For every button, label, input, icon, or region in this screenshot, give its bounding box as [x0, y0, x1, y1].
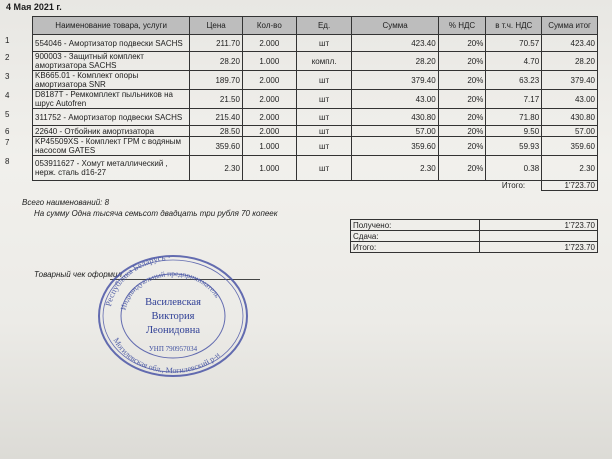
item-price: 189.70 [190, 71, 243, 90]
received-label: Получено: [351, 220, 480, 231]
item-vat-pct: 20% [438, 156, 486, 181]
item-vat: 70.57 [486, 35, 542, 52]
item-sum: 430.80 [352, 109, 438, 126]
item-name: 3 KB665.01 - Комплект опоры амортизатора SNR [33, 71, 190, 90]
item-sum: 28.20 [352, 52, 438, 71]
table-row [33, 156, 598, 181]
table-row [33, 52, 598, 71]
item-sum: 423.40 [352, 35, 438, 52]
payment-total-label: Итого: [351, 242, 480, 253]
row-number: 3 [5, 72, 10, 81]
row-number: 4 [5, 91, 10, 100]
row-number: 7 [5, 138, 10, 147]
seal-outer-text-path: Республика Беларусь · [103, 252, 171, 308]
item-qty: 1.000 [242, 156, 296, 181]
item-vat-pct: 20% [438, 71, 486, 90]
item-unit: шт [296, 109, 352, 126]
payment-total-value: 1'723.70 [480, 242, 598, 253]
item-vat: 7.17 [486, 90, 542, 109]
seal-inner-text-path: Индивидуальный предприниматель [118, 268, 222, 311]
payment-row-total [351, 242, 598, 253]
col-header-name: Наименование товара, услуги [33, 17, 190, 35]
item-sum: 379.40 [352, 71, 438, 90]
row-number: 1 [5, 36, 10, 45]
row-number: 5 [5, 110, 10, 119]
item-name: 5 311752 - Амортизатор подвески SACHS [33, 109, 190, 126]
item-unit: шт [296, 35, 352, 52]
items-count-line [22, 198, 109, 207]
table-row [33, 35, 598, 52]
seal-name-line-1: Василевская [145, 297, 201, 308]
col-header-price: Цена [190, 17, 243, 35]
seal-name-line-3: Леонидовна [145, 325, 201, 336]
col-header-vat-pct: % НДС [438, 17, 486, 35]
item-total: 379.40 [542, 71, 598, 90]
item-vat-pct: 20% [438, 109, 486, 126]
item-sum: 43.00 [352, 90, 438, 109]
item-sum: 2.30 [352, 156, 438, 181]
row-number: 2 [5, 53, 10, 62]
item-unit: компл. [296, 52, 352, 71]
item-price: 211.70 [190, 35, 243, 52]
item-unit: шт [296, 156, 352, 181]
payment-row-change [351, 231, 598, 242]
amount-in-words: На сумму Одна тысяча семьсот двадцать три рубля 70 копеек [34, 209, 278, 218]
item-vat: 9.50 [486, 126, 542, 137]
item-price: 359.60 [190, 137, 243, 156]
item-qty: 2.000 [242, 35, 296, 52]
item-name: 7 KP45509XS - Комплект ГРМ с водяным насосом GATES [33, 137, 190, 156]
total-value: 1'723.70 [542, 181, 598, 191]
item-vat-pct: 20% [438, 90, 486, 109]
payment-table [350, 219, 598, 253]
col-header-qty: Кол-во [242, 17, 296, 35]
col-header-total: Сумма итог [542, 17, 598, 35]
item-total: 2.30 [542, 156, 598, 181]
items-count-value: 8 [104, 198, 110, 207]
item-qty: 1.000 [242, 137, 296, 156]
item-vat: 4.70 [486, 52, 542, 71]
table-row [33, 90, 598, 109]
item-vat-pct: 20% [438, 52, 486, 71]
item-vat: 71.80 [486, 109, 542, 126]
item-vat-pct: 20% [438, 137, 486, 156]
item-total: 57.00 [542, 126, 598, 137]
row-number: 8 [5, 157, 10, 166]
item-price: 215.40 [190, 109, 243, 126]
item-vat: 0.38 [486, 156, 542, 181]
item-unit: шт [296, 137, 352, 156]
item-price: 28.20 [190, 52, 243, 71]
seal-name-line-2: Виктория [151, 311, 195, 322]
total-label: Итого: [501, 181, 526, 191]
goods-table [5, 16, 598, 191]
item-unit: шт [296, 90, 352, 109]
row-number: 6 [5, 127, 10, 136]
change-label: Сдача: [351, 231, 480, 242]
item-unit: шт [296, 71, 352, 90]
item-qty: 2.000 [242, 109, 296, 126]
item-vat: 59.93 [486, 137, 542, 156]
item-price: 28.50 [190, 126, 243, 137]
table-row [33, 126, 598, 137]
item-name: 4 D8187T - Ремкомплект пыльников на шрус Autofren [33, 90, 190, 109]
item-total: 43.00 [542, 90, 598, 109]
item-qty: 2.000 [242, 126, 296, 137]
item-unit: шт [296, 126, 352, 137]
item-sum: 359.60 [352, 137, 438, 156]
issuer-label: Товарный чек оформил [34, 270, 122, 279]
item-sum: 57.00 [352, 126, 438, 137]
item-name: 8 053911627 - Хомут металлический , нерж. сталь d16-27 [33, 156, 190, 181]
received-value: 1'723.70 [480, 220, 598, 231]
col-header-vat-amount: в т.ч. НДС [486, 17, 542, 35]
item-vat-pct: 20% [438, 35, 486, 52]
item-price: 2.30 [190, 156, 243, 181]
item-qty: 1.000 [242, 52, 296, 71]
seal-unp: УНП 790957034 [148, 345, 198, 353]
table-row [33, 137, 598, 156]
table-total-row [33, 181, 598, 191]
item-total: 359.60 [542, 137, 598, 156]
item-qty: 2.000 [242, 71, 296, 90]
item-price: 21.50 [190, 90, 243, 109]
item-total: 430.80 [542, 109, 598, 126]
col-header-sum: Сумма [352, 17, 438, 35]
round-seal-stamp [88, 248, 258, 378]
item-qty: 2.000 [242, 90, 296, 109]
table-header-row [33, 17, 598, 35]
change-value [480, 231, 598, 242]
document-date: 4 Мая 2021 г. [6, 2, 62, 12]
item-name: 2 900003 - Защитный комплект амортизатора SACHS [33, 52, 190, 71]
item-total: 28.20 [542, 52, 598, 71]
item-total: 423.40 [542, 35, 598, 52]
table-row [33, 109, 598, 126]
table-row [33, 71, 598, 90]
item-name: 1 554046 - Амортизатор подвески SACHS [33, 35, 190, 52]
item-vat: 63.23 [486, 71, 542, 90]
seal-bottom-text-path: Могилевская обл., Могилевский р-н [111, 336, 222, 376]
col-header-unit: Ед. [296, 17, 352, 35]
item-vat-pct: 20% [438, 126, 486, 137]
item-name: 6 22640 - Отбойник амортизатора [33, 126, 190, 137]
items-count-label: Всего наименований: [22, 198, 103, 207]
payment-row-received [351, 220, 598, 231]
